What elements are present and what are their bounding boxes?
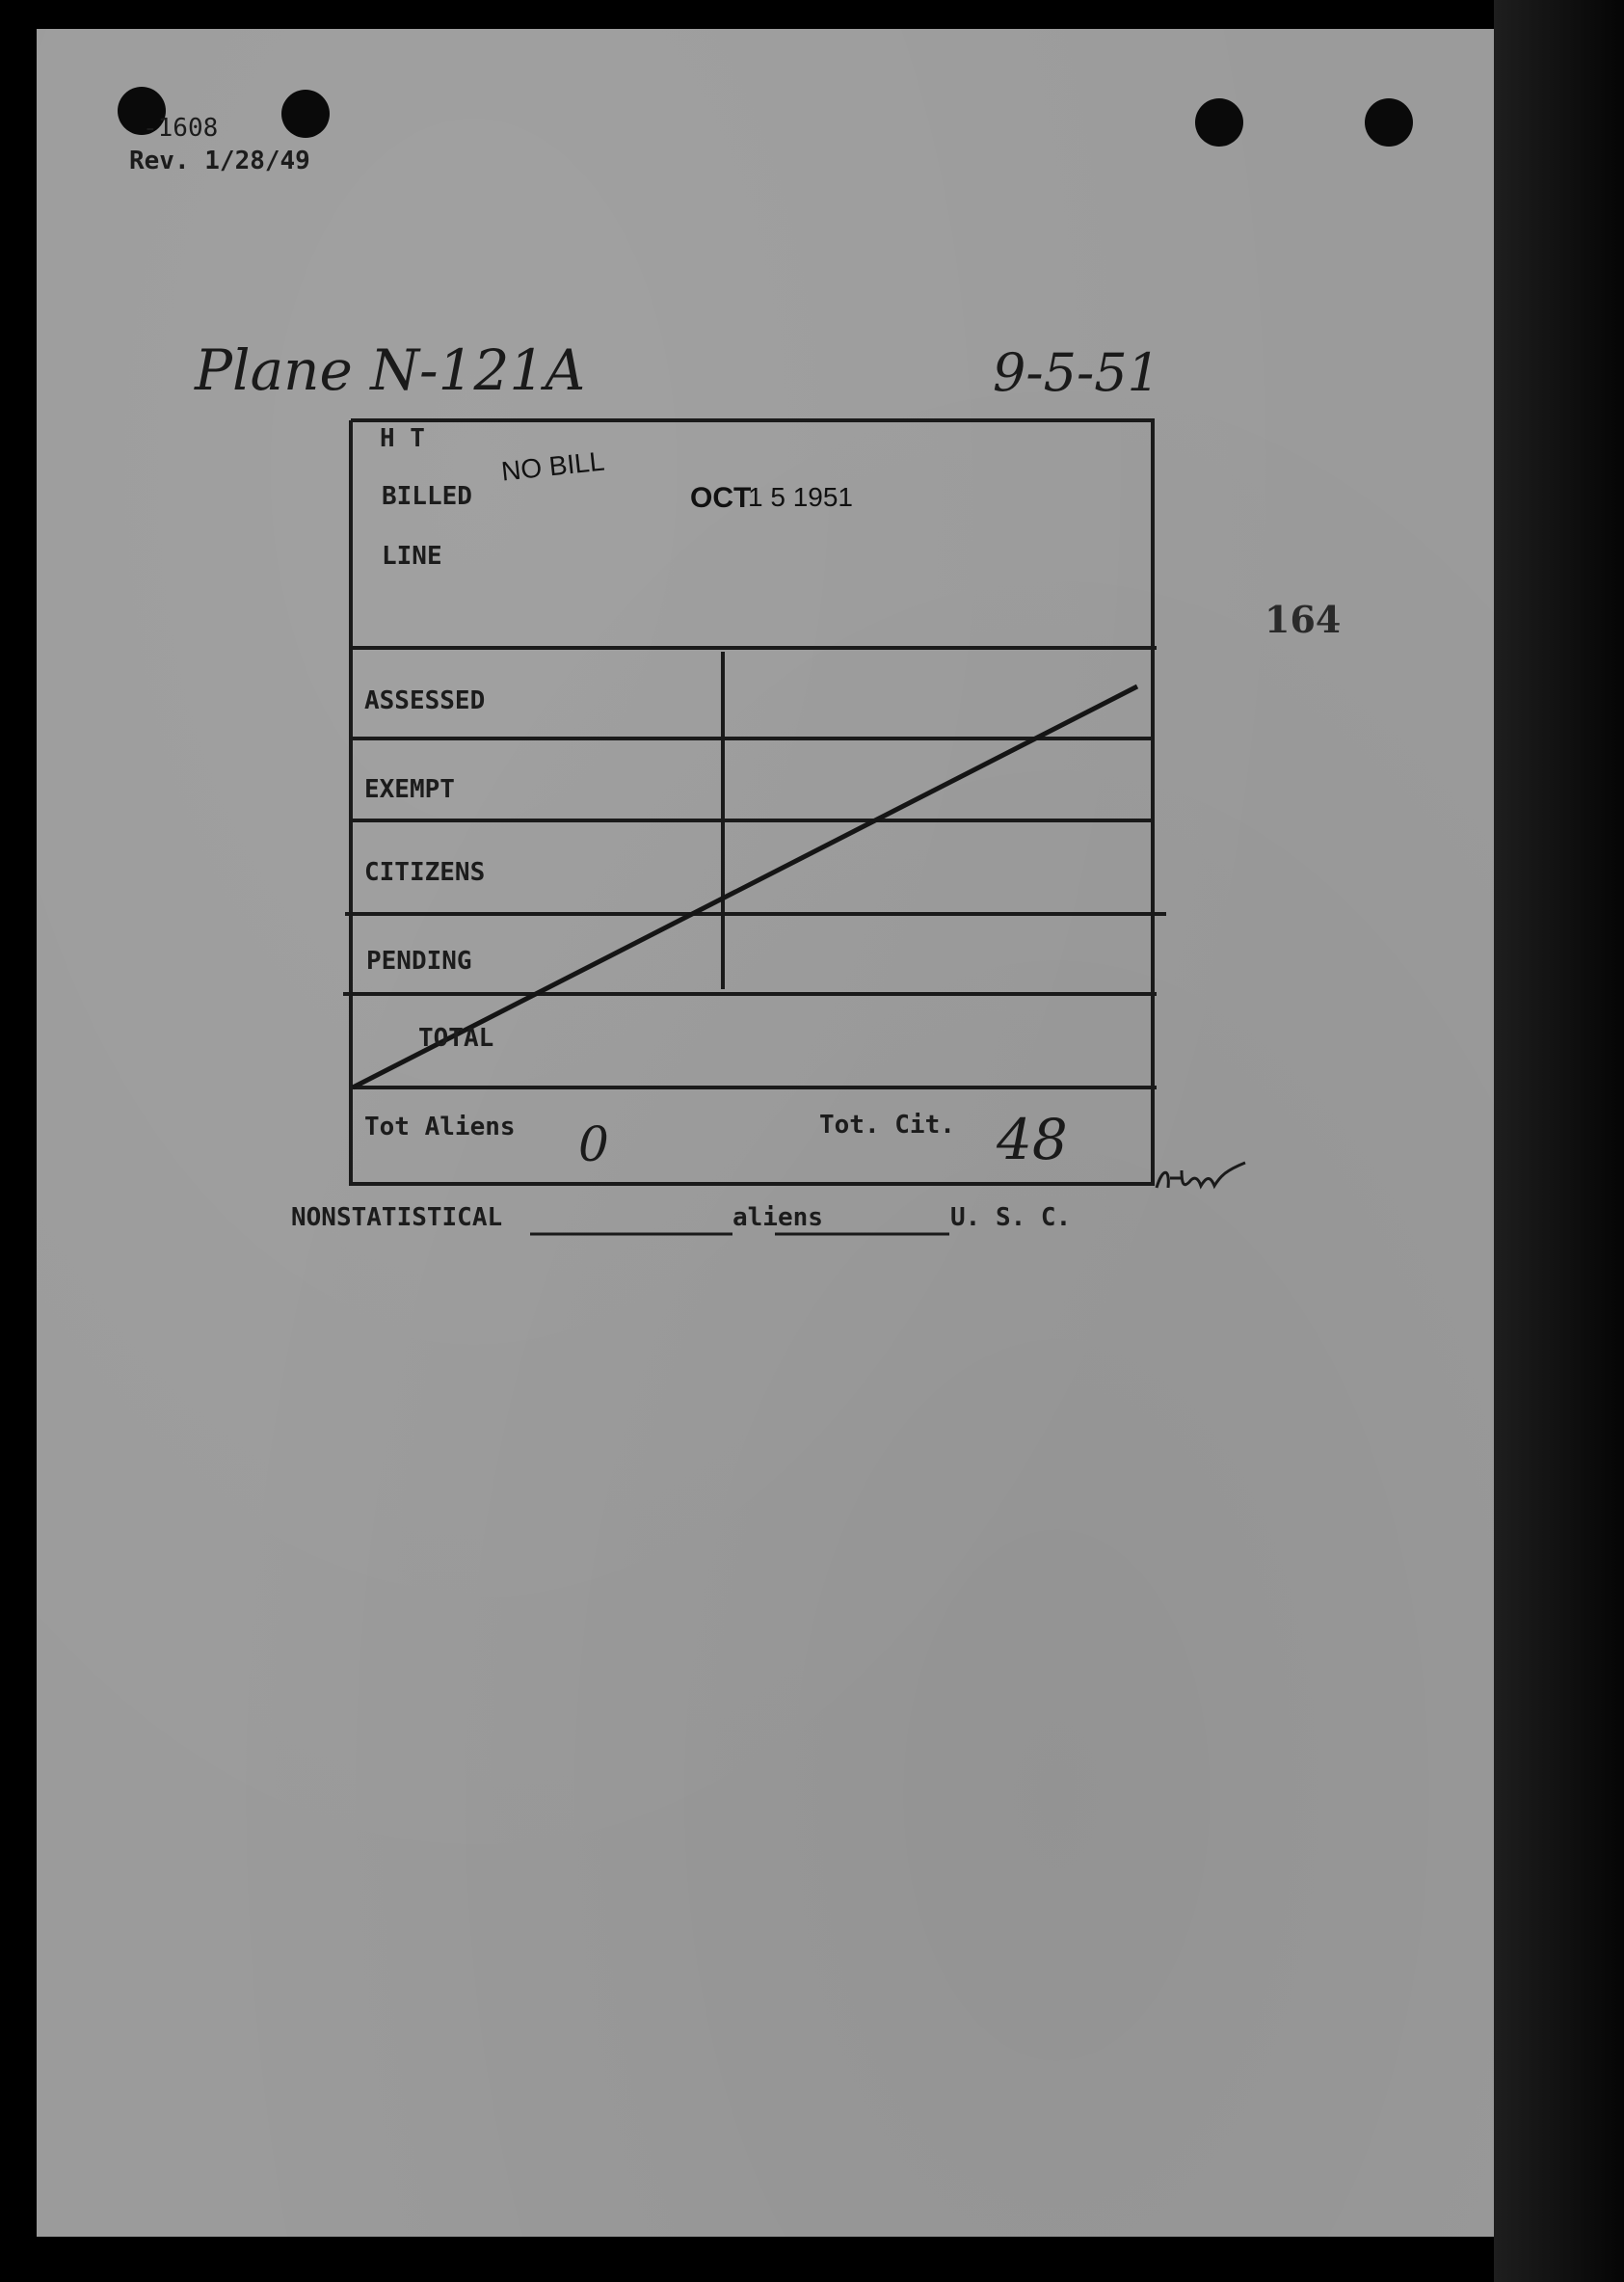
tot-cit-label: Tot. Cit. xyxy=(819,1111,955,1140)
row-label-assessed: ASSESSED xyxy=(364,686,486,715)
header-line: LINE xyxy=(382,542,442,571)
tot-cit-value: 48 xyxy=(997,1107,1068,1172)
received-date-stamp-day-year: 1 5 1951 xyxy=(748,482,853,512)
row-label-citizens: CITIZENS xyxy=(364,858,486,887)
row-label-total: TOTAL xyxy=(418,1024,494,1053)
date-handwriting: 9-5-51 xyxy=(993,342,1160,403)
tot-aliens-label: Tot Aliens xyxy=(364,1113,516,1141)
header-ht: H T xyxy=(380,424,425,453)
page-number: 164 xyxy=(1265,598,1342,641)
footer-usc: U. S. C. xyxy=(950,1203,1072,1232)
received-date-stamp-month: OCT xyxy=(690,482,752,514)
no-bill-stamp: NO BILL xyxy=(499,445,606,487)
footer-nonstatistical: NONSTATISTICAL xyxy=(291,1203,503,1232)
tot-aliens-value: 0 xyxy=(578,1116,609,1172)
footer-aliens: aliens xyxy=(732,1203,823,1232)
row-label-exempt: EXEMPT xyxy=(364,775,455,804)
form-number: -1608 xyxy=(143,114,219,143)
form-revision: Rev. 1/28/49 xyxy=(129,147,310,175)
header-billed: BILLED xyxy=(382,482,472,511)
plane-handwriting: Plane N-121A xyxy=(195,337,586,403)
row-label-pending: PENDING xyxy=(366,947,472,976)
